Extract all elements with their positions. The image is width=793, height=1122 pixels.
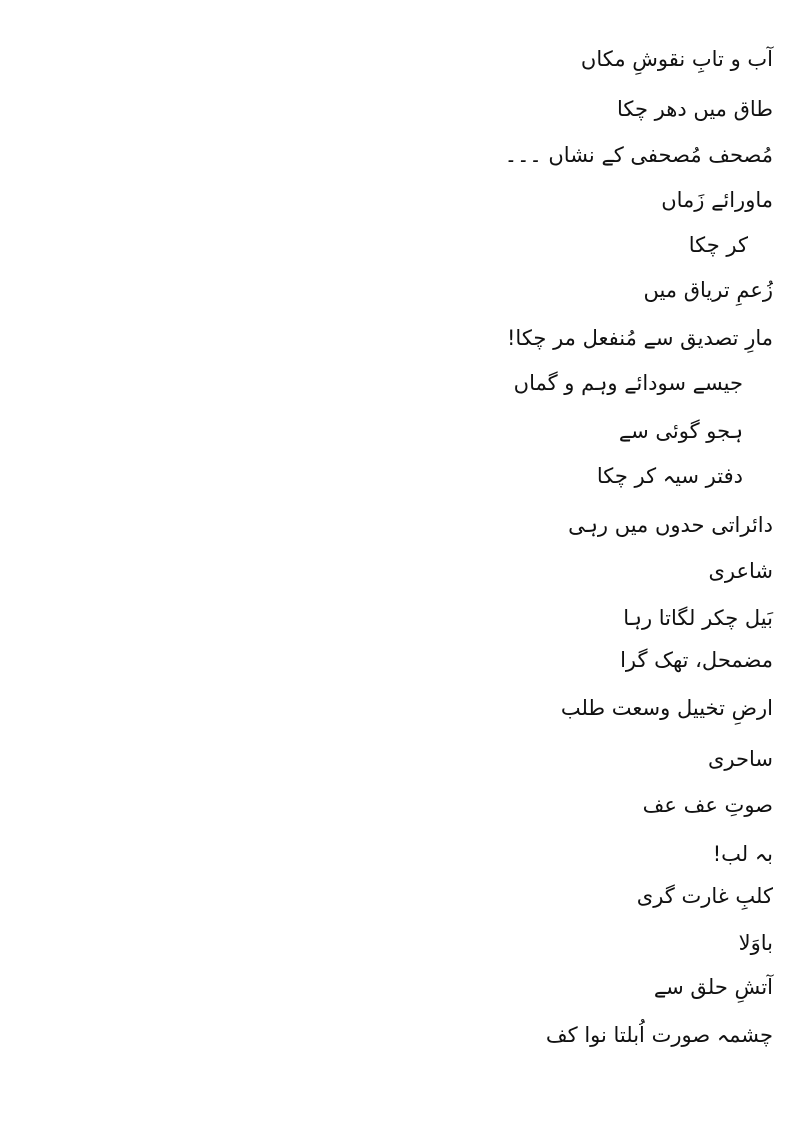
poem-line-8: جیسے سودائے وہم و گماں xyxy=(513,371,743,395)
poem-line-2: طاق میں دھر چکا xyxy=(617,97,773,121)
poem-line-22: چشمہ صورت اُبلتا نوا کف xyxy=(545,1023,773,1047)
poem-line-9: ہجو گوئی سے xyxy=(618,419,743,443)
poem-line-20: باوَلا xyxy=(738,931,773,955)
poem-line-10: دفتر سیہ کر چکا xyxy=(596,464,743,488)
poem-line-15: ارضِ تخییل وسعت طلب xyxy=(560,696,773,720)
poem-line-19: کلبِ غارت گری xyxy=(636,884,773,908)
poem-line-1: آب و تابِ نقوشِ مکاں xyxy=(580,47,773,71)
poem-line-6: زُعمِ تریاق میں xyxy=(643,278,773,302)
poem-line-13: بَیل چکر لگاتا رہا xyxy=(623,606,773,630)
poem-line-4: ماورائے زَماں xyxy=(661,188,773,212)
poem-line-3: مُصحف مُصحفی کے نشاں ۔۔۔ xyxy=(504,143,773,167)
poem-line-11: دائراتی حدوں میں رہی xyxy=(568,513,773,537)
poem-line-18: بہ لب! xyxy=(712,842,773,866)
poem-line-7: مارِ تصدیق سے مُنفعل مر چکا! xyxy=(507,326,773,350)
poem-line-16: ساحری xyxy=(708,747,773,771)
poem-line-17: صوتِ عف عف xyxy=(642,793,773,817)
poem-line-12: شاعری xyxy=(708,559,773,583)
poem-line-5: کر چکا xyxy=(688,233,748,257)
poem-line-14: مضمحل، تھک گرا xyxy=(620,648,773,672)
poem-line-21: آتشِ حلق سے xyxy=(653,975,773,999)
